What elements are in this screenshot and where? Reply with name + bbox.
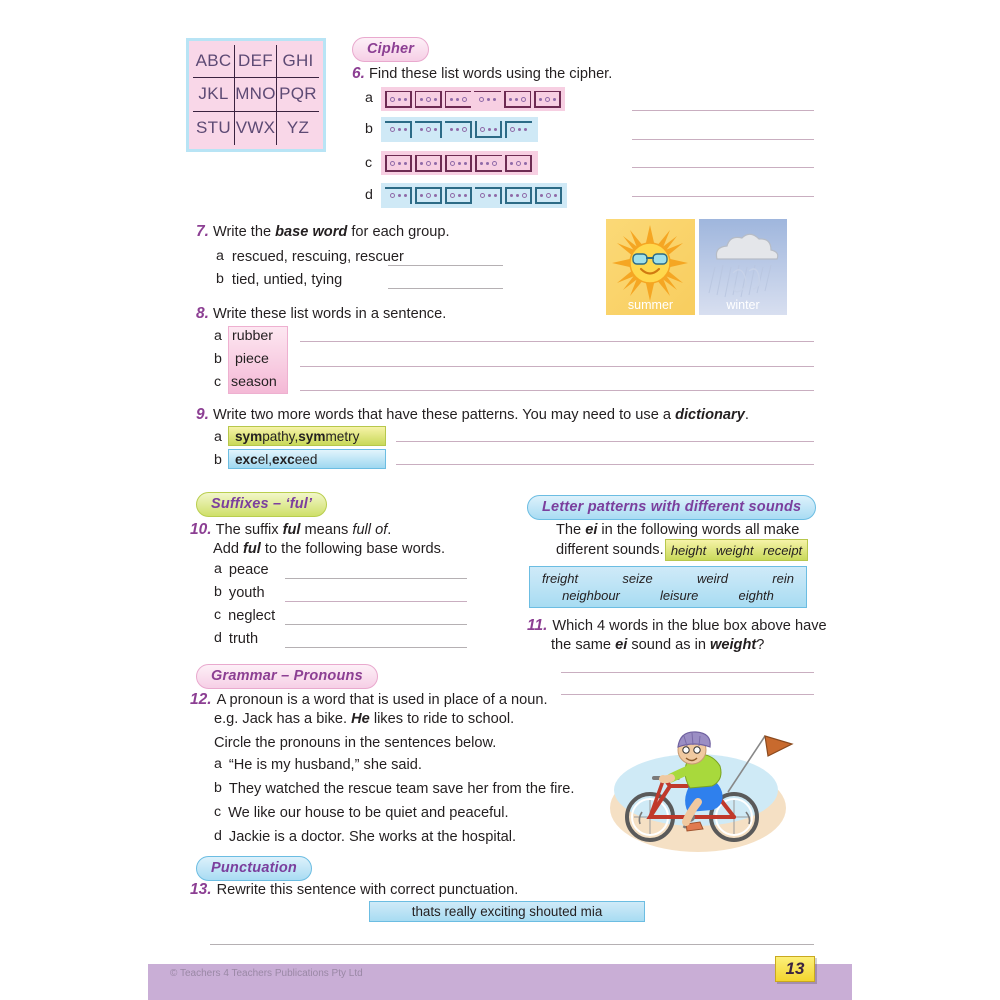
q12-item-d[interactable] xyxy=(214,828,516,847)
cipher-grid-cell: ABC xyxy=(193,45,235,78)
cipher-strip-b xyxy=(381,117,538,142)
pattern-rest: metry xyxy=(325,428,360,444)
item-text: rescued, rescuing, rescuer xyxy=(231,249,404,265)
question-text: Write two more words that have these patterns. You may need to use a dictionary. xyxy=(212,407,749,423)
ei-word: freight xyxy=(542,571,579,586)
item-letter: c xyxy=(214,804,222,820)
ei-word: leisure xyxy=(660,588,699,603)
question-13 xyxy=(190,881,518,900)
answer-line[interactable] xyxy=(285,578,467,579)
ei-word: receipt xyxy=(763,542,803,558)
cipher-grid-cell: JKL xyxy=(193,78,235,111)
ei-word: height xyxy=(670,542,707,558)
answer-line[interactable] xyxy=(285,601,467,602)
question-9 xyxy=(196,406,749,425)
q7-item-b xyxy=(216,271,342,290)
question-number: 11. xyxy=(527,617,548,634)
question-10-line2: Add ful to the following base words. xyxy=(213,541,446,557)
answer-line[interactable] xyxy=(561,672,814,673)
answer-line[interactable] xyxy=(285,647,467,648)
question-number: 13. xyxy=(190,881,212,898)
pattern-bold: exc xyxy=(272,451,295,467)
question-number: 10. xyxy=(190,521,212,538)
q10-item-a xyxy=(214,561,269,580)
answer-line[interactable] xyxy=(632,167,814,168)
q9-pattern-box-b xyxy=(228,449,386,469)
q8-word: piece xyxy=(235,351,269,367)
item-text: We like our house to be quiet and peaceful. xyxy=(228,805,509,821)
question-number: 9. xyxy=(196,406,209,423)
item-letter: a xyxy=(214,328,222,344)
q9-pattern-box-a xyxy=(228,426,386,446)
question-6 xyxy=(352,65,612,84)
answer-line[interactable] xyxy=(300,390,814,391)
question-12-example: e.g. Jack has a bike. He likes to ride to school. xyxy=(214,711,515,727)
item-letter: b xyxy=(214,351,222,367)
question-11-line2: the same ei sound as in weight? xyxy=(551,637,765,653)
q8-word: season xyxy=(231,374,277,390)
question-text: Find these list words using the cipher. xyxy=(368,66,613,82)
q12-item-b[interactable] xyxy=(214,780,574,799)
question-number: 8. xyxy=(196,305,209,322)
q10-item-b xyxy=(214,584,265,603)
answer-line[interactable] xyxy=(285,624,467,625)
ei-word: seize xyxy=(622,571,653,586)
section-header-grammar: Grammar – Pronouns xyxy=(196,664,378,689)
ei-word: weight xyxy=(715,542,754,558)
item-letter: a xyxy=(216,248,224,264)
ei-word: eighth xyxy=(738,588,774,603)
question-8 xyxy=(196,305,446,324)
q7-item-a xyxy=(216,248,404,267)
item-text: neglect xyxy=(228,608,276,624)
letter-patterns-intro-line1: The ei in the following words all make xyxy=(556,522,800,538)
copyright-text: © Teachers 4 Teachers Publications Pty Ltd xyxy=(170,968,363,979)
ei-word: rein xyxy=(772,571,794,586)
question-text: Write the base word for each group. xyxy=(212,224,450,240)
section-header-suffixes: Suffixes – ‘ful’ xyxy=(196,492,327,517)
answer-line[interactable] xyxy=(300,341,814,342)
answer-line[interactable] xyxy=(388,265,503,266)
question-number: 12. xyxy=(190,691,212,708)
cipher-strip-d xyxy=(381,183,567,208)
answer-line[interactable] xyxy=(632,196,814,197)
ei-yellow-word-box xyxy=(665,539,808,561)
item-text: peace xyxy=(228,562,269,578)
item-letter: b xyxy=(214,780,222,796)
winter-label: winter xyxy=(726,298,760,312)
question-text: Rewrite this sentence with correct punctuation. xyxy=(216,882,519,898)
question-12-instruction: Circle the pronouns in the sentences below. xyxy=(214,735,497,751)
item-letter: b xyxy=(214,452,222,468)
q10-item-d xyxy=(214,630,258,649)
answer-line[interactable] xyxy=(632,110,814,111)
question-7 xyxy=(196,223,450,242)
section-header-cipher: Cipher xyxy=(352,37,429,62)
question-text: The suffix ful means full of. xyxy=(215,522,392,538)
cipher-grid-cell: PQR xyxy=(277,78,319,111)
cipher-strip-a xyxy=(381,87,565,111)
cipher-grid-cell: YZ xyxy=(286,118,310,138)
pattern-bold: sym xyxy=(235,428,263,444)
cipher-grid-cell: GHI xyxy=(277,45,319,78)
section-header-punctuation: Punctuation xyxy=(196,856,312,881)
question-number: 7. xyxy=(196,223,209,240)
question-text: Which 4 words in the blue box above have xyxy=(552,618,827,634)
item-letter: d xyxy=(214,630,222,646)
question-11 xyxy=(527,617,827,636)
pattern-rest: el, xyxy=(257,451,273,467)
ei-word: neighbour xyxy=(562,588,620,603)
question-text: A pronoun is a word that is used in place of a noun. xyxy=(216,692,548,708)
question-12 xyxy=(190,691,548,710)
cipher-grid-cell: MNO xyxy=(235,78,277,111)
answer-line[interactable] xyxy=(632,139,814,140)
pattern-bold: exc xyxy=(235,451,258,467)
item-letter: d xyxy=(214,828,222,844)
page-number-badge: 13 xyxy=(775,956,815,982)
cipher-grid-cell: STU xyxy=(193,112,235,145)
summer-label: summer xyxy=(627,298,674,312)
question-text: Write these list words in a sentence. xyxy=(212,306,447,322)
cipher-key-grid xyxy=(186,38,326,152)
pattern-bold: sym xyxy=(298,428,326,444)
q12-item-a[interactable] xyxy=(214,756,422,775)
item-letter: a xyxy=(214,429,222,445)
answer-line[interactable] xyxy=(388,288,503,289)
item-text: tied, untied, tying xyxy=(231,272,343,288)
item-letter: a xyxy=(214,756,222,772)
question-number: 6. xyxy=(352,65,365,82)
item-text: youth xyxy=(228,585,265,601)
punctuation-sentence-box xyxy=(369,901,645,922)
item-text: “He is my husband,” she said. xyxy=(228,757,422,773)
item-text: Jackie is a doctor. She works at the hospital. xyxy=(228,829,517,845)
ei-word: weird xyxy=(696,571,729,586)
item-letter: b xyxy=(214,584,222,600)
section-header-letter-patterns: Letter patterns with different sounds xyxy=(527,495,816,520)
item-letter-d: d xyxy=(365,187,373,203)
footer-divider xyxy=(210,944,814,945)
summer-picture xyxy=(606,219,695,315)
item-letter-a: a xyxy=(365,90,373,106)
answer-line[interactable] xyxy=(561,694,814,695)
cipher-grid-cell: VWX xyxy=(235,112,277,145)
answer-line[interactable] xyxy=(396,441,814,442)
letter-patterns-intro-line2: different sounds. xyxy=(556,542,664,558)
item-letter-c: c xyxy=(365,155,373,171)
item-text: truth xyxy=(228,631,259,647)
pattern-rest: pathy, xyxy=(262,428,299,444)
cipher-grid-cell: DEF xyxy=(235,45,277,78)
q10-item-c xyxy=(214,607,275,626)
item-letter: c xyxy=(214,374,222,390)
question-10 xyxy=(190,521,391,540)
q12-item-c[interactable] xyxy=(214,804,509,823)
item-text: They watched the rescue team save her from the fire. xyxy=(228,781,575,797)
item-letter-b: b xyxy=(365,121,373,137)
answer-line[interactable] xyxy=(300,366,814,367)
cipher-strip-c xyxy=(381,151,538,175)
ei-blue-word-box xyxy=(529,566,807,608)
item-letter: c xyxy=(214,607,222,623)
punctuation-sentence: thats really exciting shouted mia xyxy=(411,904,603,919)
q8-word: rubber xyxy=(232,328,274,344)
answer-line[interactable] xyxy=(396,464,814,465)
pattern-rest: eed xyxy=(294,451,318,467)
winter-picture xyxy=(699,219,787,315)
item-letter: b xyxy=(216,271,224,287)
item-letter: a xyxy=(214,561,222,577)
cyclist-illustration xyxy=(598,716,798,862)
